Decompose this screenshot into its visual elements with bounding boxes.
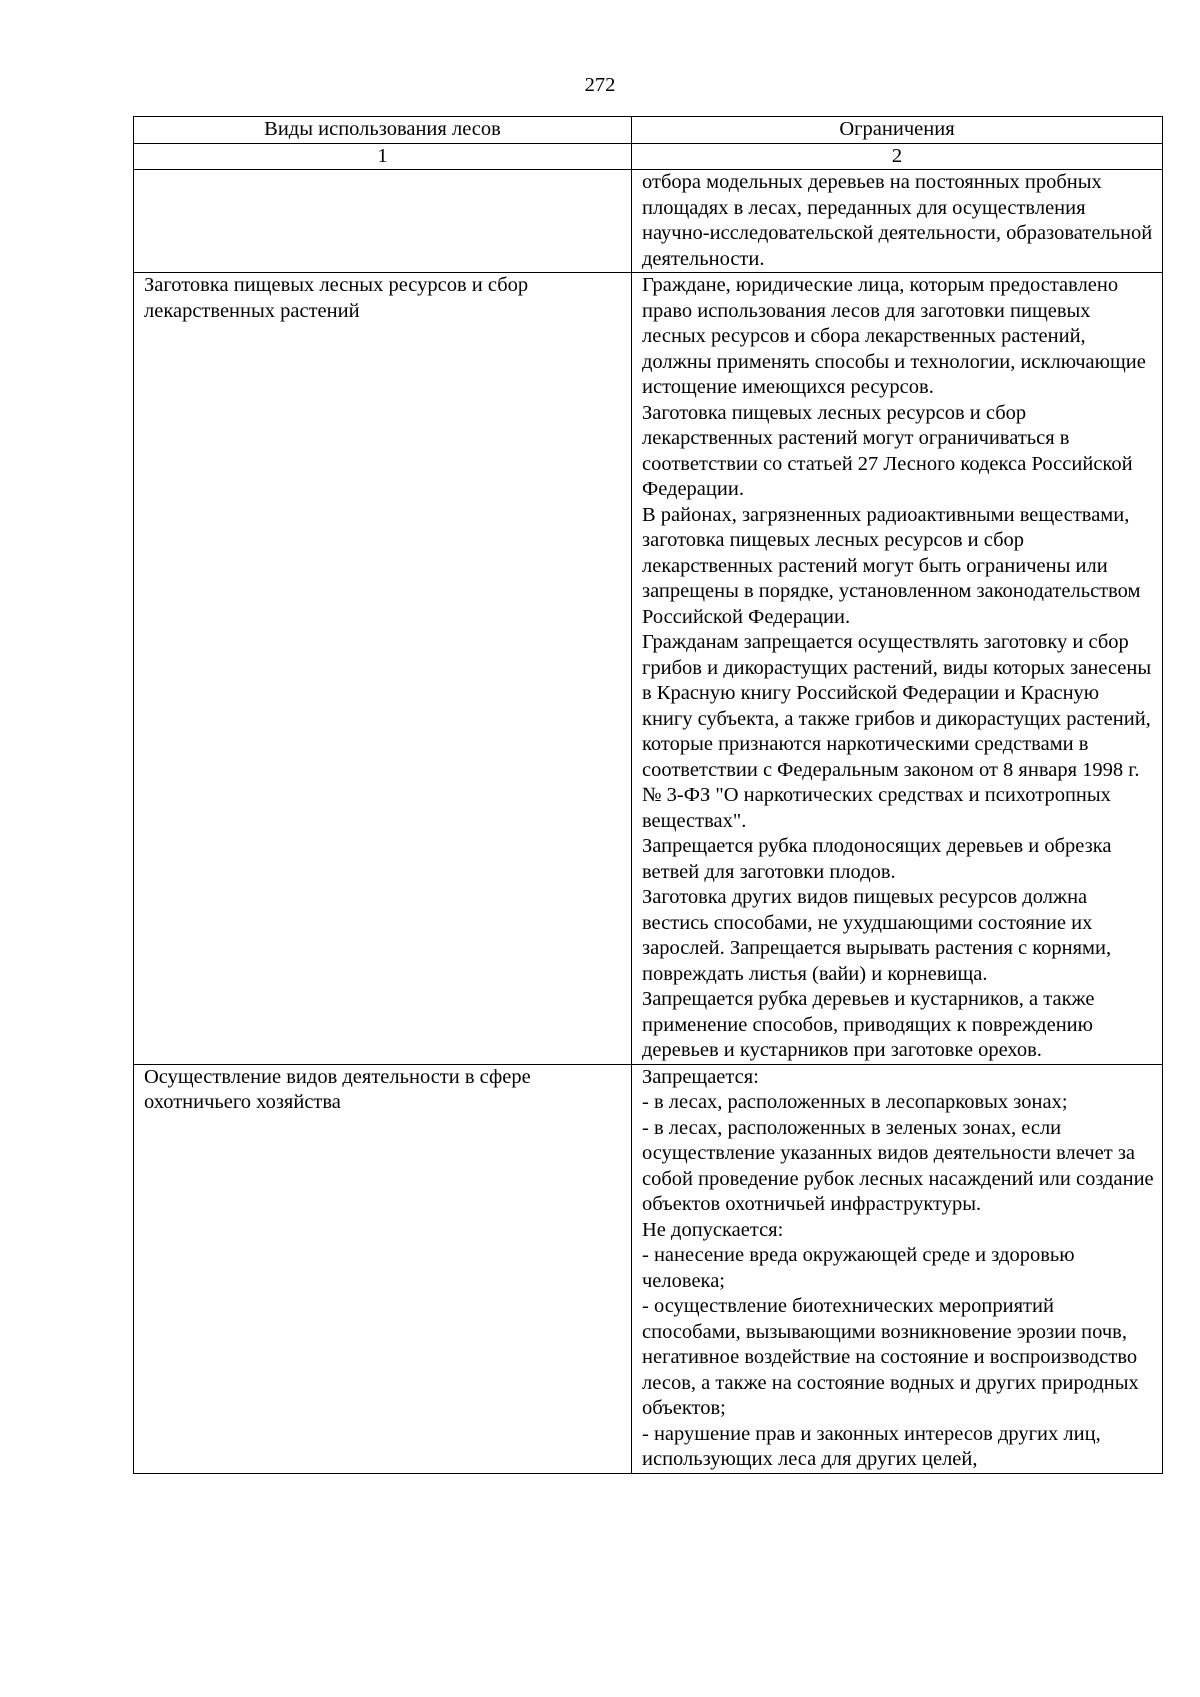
table-row xyxy=(134,273,1163,1065)
forest-use-restrictions-table xyxy=(133,116,1163,1474)
restriction-paragraph: - нанесение вреда окружающей среде и здоровью человека; xyxy=(642,1244,1075,1292)
restriction-paragraph: - нарушение прав и законных интересов других лиц, использующих леса для других целей, xyxy=(642,1422,1101,1470)
page-number: 272 xyxy=(584,74,616,96)
restriction-paragraph: Запрещается рубка плодоносящих деревьев и обрезка ветвей для заготовки плодов. xyxy=(642,835,1112,883)
restrictions-cell xyxy=(632,1064,1163,1473)
column-number-row xyxy=(134,143,1163,170)
restriction-paragraph: - в лесах, расположенных в зеленых зонах, если осуществление указанных видов деятельности влечет за собой проведение рубок лесных насаждений или создание объектов охотничьей инфраструктуры. xyxy=(642,1116,1154,1215)
column-header-restrictions: Ограничения xyxy=(632,117,1163,144)
restriction-paragraph: - в лесах, расположенных в лесопарковых зонах; xyxy=(642,1091,1068,1113)
activity-cell: Заготовка пищевых лесных ресурсов и сбор лекарственных растений xyxy=(134,273,632,1065)
restriction-paragraph: Заготовка других видов пищевых ресурсов должна вестись способами, не ухудшающими состояние их зарослей. Запрещается вырывать растения с корнями, повреждать листья (вайи) и корневища. xyxy=(642,886,1112,985)
restriction-paragraph: Заготовка пищевых лесных ресурсов и сбор лекарственных растений могут ограничиваться в соответствии со статьей 27 Лесного кодекса Российской Федерации. xyxy=(642,401,1133,500)
table-header-row xyxy=(134,117,1163,144)
restriction-paragraph: - осуществление биотехнических мероприятий способами, вызывающими возникновение эрозии почв, негативное воздействие на состояние и воспроизводство лесов, а также на состояние водных и других природных объектов; xyxy=(642,1295,1139,1419)
restriction-paragraph: Граждане, юридические лица, которым предоставлено право использования лесов для заготовки пищевых лесных ресурсов и сбора лекарственных растений, должны применять способы и технологии, исключающие истощение имеющихся ресурсов. xyxy=(642,274,1146,398)
restriction-paragraph: Запрещается: xyxy=(642,1065,759,1088)
restriction-paragraph: В районах, загрязненных радиоактивными веществами, заготовка пищевых лесных ресурсов и сбор лекарственных растений могут быть ограничены или запрещены в порядке, установленном законодательством Российской Федерации. xyxy=(642,503,1141,628)
activity-cell: Осуществление видов деятельности в сфере охотничьего хозяйства xyxy=(134,1064,632,1473)
table-row xyxy=(134,170,1163,273)
restriction-paragraph: Не допускается: xyxy=(642,1218,784,1241)
restriction-paragraph: отбора модельных деревьев на постоянных пробных площадях в лесах, переданных для осуществления научно-исследовательской деятельности, образовательной деятельности. xyxy=(642,171,1153,270)
restriction-paragraph: Гражданам запрещается осуществлять заготовку и сбор грибов и дикорастущих растений, виды которых занесены в Красную книгу Российской Федерации и Красную книгу субъекта, а также грибов и дикорастущих растений, которые признаются наркотическими средствами в соответствии с Федеральным законом от 8 января 1998 г. № 3-ФЗ "О наркотических средствах и психотропных веществах". xyxy=(642,631,1152,832)
activity-cell xyxy=(134,170,632,273)
restrictions-cell xyxy=(632,170,1163,273)
restrictions-cell xyxy=(632,273,1163,1065)
column-number-2: 2 xyxy=(632,143,1163,170)
table-row xyxy=(134,1064,1163,1473)
column-header-activity: Виды использования лесов xyxy=(134,117,632,144)
column-number-1: 1 xyxy=(134,143,632,170)
restriction-paragraph: Запрещается рубка деревьев и кустарников, а также применение способов, приводящих к повреждению деревьев и кустарников при заготовке орехов. xyxy=(642,988,1095,1061)
